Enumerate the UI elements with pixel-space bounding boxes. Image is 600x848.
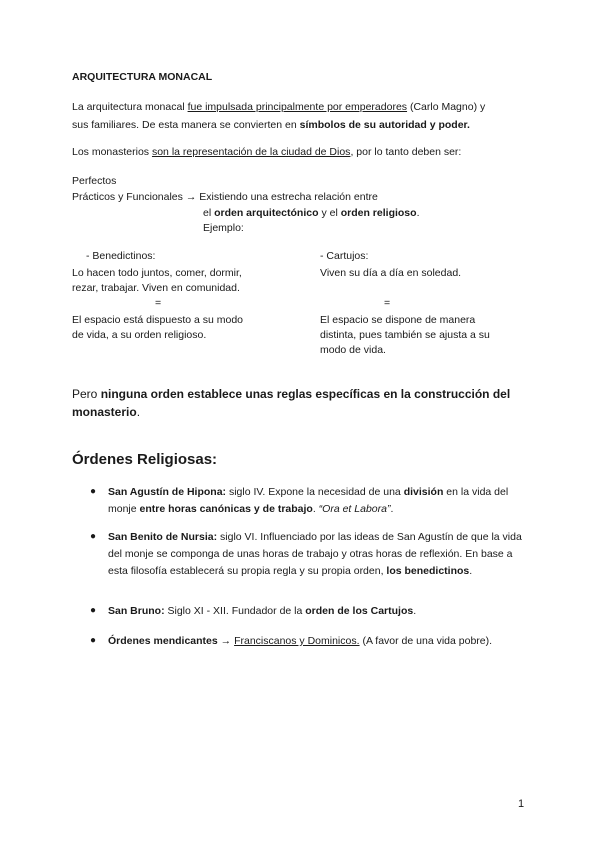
bruno-t1: Siglo XI - XII. Fundador de la bbox=[164, 605, 306, 617]
benito-name: San Benito de Nursia: bbox=[108, 531, 218, 543]
cartujos-line-4: modo de vida. bbox=[320, 344, 386, 356]
bullet-benito bbox=[108, 529, 528, 580]
orden-religioso: orden religioso bbox=[340, 207, 417, 219]
intro-line-1 bbox=[72, 101, 485, 113]
bullet-bruno bbox=[108, 603, 528, 620]
agustin-horas: entre horas canónicas y de trabajo bbox=[139, 503, 313, 515]
benedictinos-equals: = bbox=[155, 297, 162, 309]
pero-text: Pero bbox=[72, 387, 101, 401]
ejemplo: Ejemplo: bbox=[203, 222, 244, 234]
pero-line-1 bbox=[72, 387, 510, 401]
agustin-division: división bbox=[403, 486, 444, 498]
benedictinos-header: - Benedictinos: bbox=[86, 250, 156, 262]
agustin-t3: . bbox=[312, 503, 319, 515]
cartujos-header: - Cartujos: bbox=[320, 250, 369, 262]
intro-underlined: fue impulsada principalmente por emperadores bbox=[187, 101, 408, 113]
pero-line-2 bbox=[72, 405, 140, 419]
benedictinos-line-2: rezar, trabajar. Viven en comunidad. bbox=[72, 282, 240, 294]
cartujos-equals: = bbox=[384, 297, 391, 309]
practicos-c1: el bbox=[203, 207, 215, 219]
benito-bene: los benedictinos bbox=[386, 565, 470, 577]
ordenes-heading: Órdenes Religiosas: bbox=[72, 451, 218, 468]
bullet-agustin bbox=[108, 484, 528, 518]
intro-bold: símbolos de su autoridad y poder. bbox=[299, 119, 470, 131]
pero-bold-2: monasterio bbox=[72, 405, 137, 419]
agustin-t2: en la vida del monje bbox=[108, 486, 509, 515]
agustin-t4: . bbox=[390, 503, 394, 515]
benedictinos-line-4: de vida, a su orden religioso. bbox=[72, 329, 207, 341]
monasterios-text-end: , por lo tanto deben ser: bbox=[350, 146, 462, 158]
bullet-icon: ● bbox=[90, 605, 97, 616]
benito-t1: siglo VI. Influenciado por las ideas de San Agustín de que la vida del monje se componga de unas horas de trabajo y otras horas de reflexión. En base a esta filosofía establecerá su propia regla y su propia orden, bbox=[108, 531, 522, 577]
bruno-orden: orden de los Cartujos bbox=[305, 605, 414, 617]
monasterios-underlined: son la representación de la ciudad de Dios bbox=[151, 146, 351, 158]
practicos-line bbox=[72, 191, 378, 203]
cartujos-line-1: Viven su día a día en soledad. bbox=[320, 267, 462, 279]
practicos-c5: . bbox=[416, 207, 420, 219]
mendicantes-t1: (A favor de una vida pobre). bbox=[359, 635, 493, 647]
page-number: 1 bbox=[518, 798, 525, 810]
orden-arquitectonico: orden arquitectónico bbox=[214, 207, 319, 219]
practicos-text: Prácticos y Funcionales bbox=[72, 191, 186, 203]
agustin-t1: siglo IV. Expone la necesidad de una bbox=[226, 486, 404, 498]
mendicantes-underlined: Franciscanos y Dominicos. bbox=[234, 635, 360, 647]
agustin-name: San Agustín de Hipona: bbox=[108, 486, 227, 498]
bruno-t2: . bbox=[413, 605, 417, 617]
monasterios-line bbox=[72, 146, 461, 158]
arrow-icon: → bbox=[217, 635, 235, 647]
agustin-ora: “Ora et Labora” bbox=[318, 503, 391, 515]
bruno-name: San Bruno: bbox=[108, 605, 165, 617]
bullet-icon: ● bbox=[90, 486, 97, 497]
cartujos-line-3: distinta, pues también se ajusta a su bbox=[320, 329, 490, 341]
bullet-icon: ● bbox=[90, 635, 97, 646]
intro-line-2 bbox=[72, 119, 470, 131]
benedictinos-line-3: El espacio está dispuesto a su modo bbox=[72, 314, 244, 326]
page-title: ARQUITECTURA MONACAL bbox=[72, 71, 213, 83]
perfectos: Perfectos bbox=[72, 175, 117, 187]
pero-period: . bbox=[136, 405, 141, 419]
bullet-icon: ● bbox=[90, 531, 97, 542]
intro-text-2: sus familiares. De esta manera se convierten en bbox=[72, 119, 300, 131]
cartujos-line-2: El espacio se dispone de manera bbox=[320, 314, 476, 326]
bullet-mendicantes bbox=[108, 633, 528, 650]
arrow-icon: → bbox=[185, 191, 197, 203]
practicos-c3: y el bbox=[318, 207, 341, 219]
practicos-text-end: Existiendo una estrecha relación entre bbox=[196, 191, 378, 203]
benito-t2: . bbox=[469, 565, 473, 577]
monasterios-text: Los monasterios bbox=[72, 146, 152, 158]
practicos-line-2 bbox=[203, 207, 419, 219]
intro-text: La arquitectura monacal bbox=[72, 101, 188, 113]
benedictinos-line-1: Lo hacen todo juntos, comer, dormir, bbox=[72, 267, 242, 279]
mendicantes-name: Órdenes mendicantes bbox=[108, 635, 218, 647]
pero-bold-1: ninguna orden establece unas reglas específicas en la construcción del bbox=[100, 387, 511, 401]
intro-text-end: (Carlo Magno) y bbox=[407, 101, 486, 113]
